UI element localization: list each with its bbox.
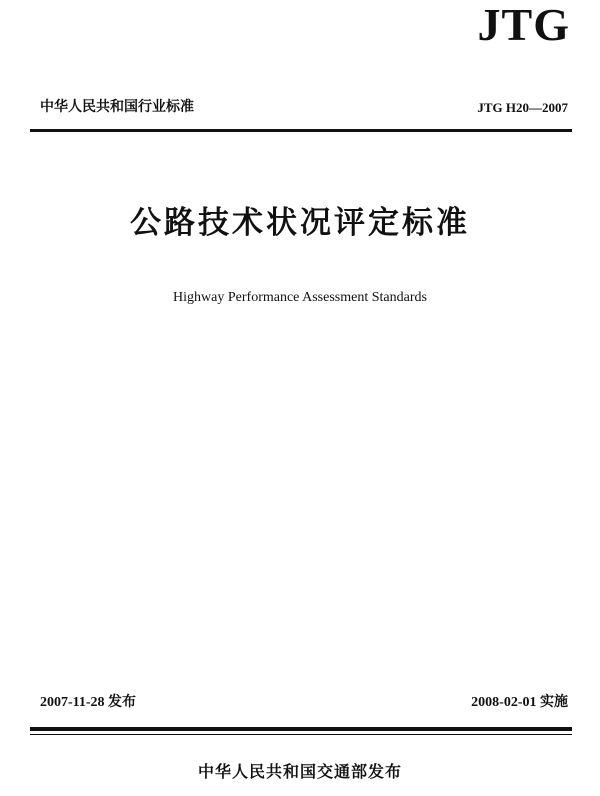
document-title-english: Highway Performance Assessment Standards (173, 290, 427, 305)
publisher-line: 中华人民共和国交通部发布 (197, 762, 402, 781)
document-title-chinese: 公路技术状况评定标准 (130, 205, 470, 241)
jtg-logo: JTG (477, 0, 570, 50)
standard-code: JTG H20—2007 (477, 100, 568, 115)
footer-divider-thick (30, 727, 572, 731)
footer-divider-thin (30, 734, 572, 735)
implementation-date: 2008-02-01 实施 (471, 695, 568, 710)
standard-type-label: 中华人民共和国行业标准 (40, 99, 194, 115)
header-divider (30, 129, 572, 132)
issue-date: 2007-11-28 发布 (40, 695, 137, 710)
